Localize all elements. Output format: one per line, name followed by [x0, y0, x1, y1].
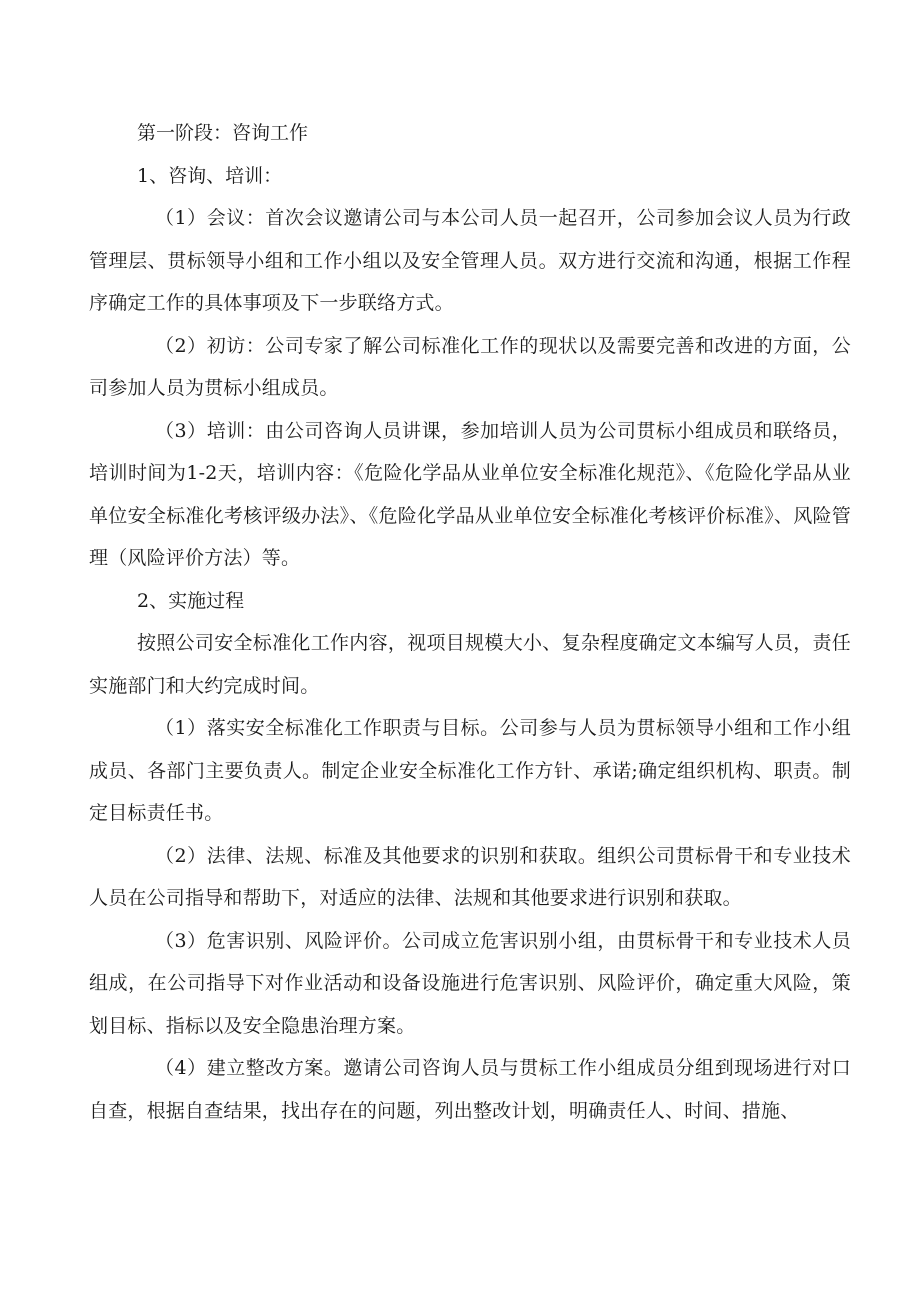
- document-body: [89, 112, 851, 1132]
- section1-item-initial-visit: （2）初访：公司专家了解公司标准化工作的现状以及需要完善和改进的方面，公司参加人员为贯标小组成员。: [89, 334, 851, 399]
- section2-item-regulations: （2）法律、法规、标准及其他要求的识别和获取。组织公司贯标骨干和专业技术人员在公司指导和帮助下，对适应的法律、法规和其他要求进行识别和获取。: [89, 844, 851, 909]
- section1-heading: 1、咨询、培训：: [137, 164, 283, 187]
- section1-item-training: （3）培训：由公司咨询人员讲课，参加培训人员为公司贯标小组成员和联络员，培训时间为1-2天，培训内容：《危险化学品从业单位安全标准化规范》、《危险化学品从业单位安全标准化考核评级办法》、《危险化学品从业单位安全标准化考核评价标准》、风险管理（风险评价方法）等。: [89, 419, 851, 569]
- section1-item-meeting: （1）会议：首次会议邀请公司与本公司人员一起召开，公司参加会议人员为行政管理层、贯标领导小组和工作小组以及安全管理人员。双方进行交流和沟通，根据工作程序确定工作的具体事项及下一步联络方式。: [89, 207, 851, 314]
- section2-heading: 2、实施过程: [137, 589, 245, 612]
- stage-title: 第一阶段：咨询工作: [137, 122, 309, 144]
- section2-item-hazard-identification: （3）危害识别、风险评价。公司成立危害识别小组，由贯标骨干和专业技术人员组成，在公司指导下对作业活动和设备设施进行危害识别、风险评价，确定重大风险，策划目标、指标以及安全隐患治理方案。: [89, 929, 851, 1037]
- section2-item-rectification-plan: （4）建立整改方案。邀请公司咨询人员与贯标工作小组成员分组到现场进行对口自查，根据自查结果，找出存在的问题，列出整改计划，明确责任人、时间、措施、: [89, 1057, 851, 1122]
- section2-intro: 按照公司安全标准化工作内容，视项目规模大小、复杂程度确定文本编写人员，责任实施部门和大约完成时间。: [89, 632, 851, 697]
- section2-item-responsibilities: （1）落实安全标准化工作职责与目标。公司参与人员为贯标领导小组和工作小组成员、各部门主要负责人。制定企业安全标准化工作方针、承诺;确定组织机构、职责。制定目标责任书。: [89, 717, 851, 824]
